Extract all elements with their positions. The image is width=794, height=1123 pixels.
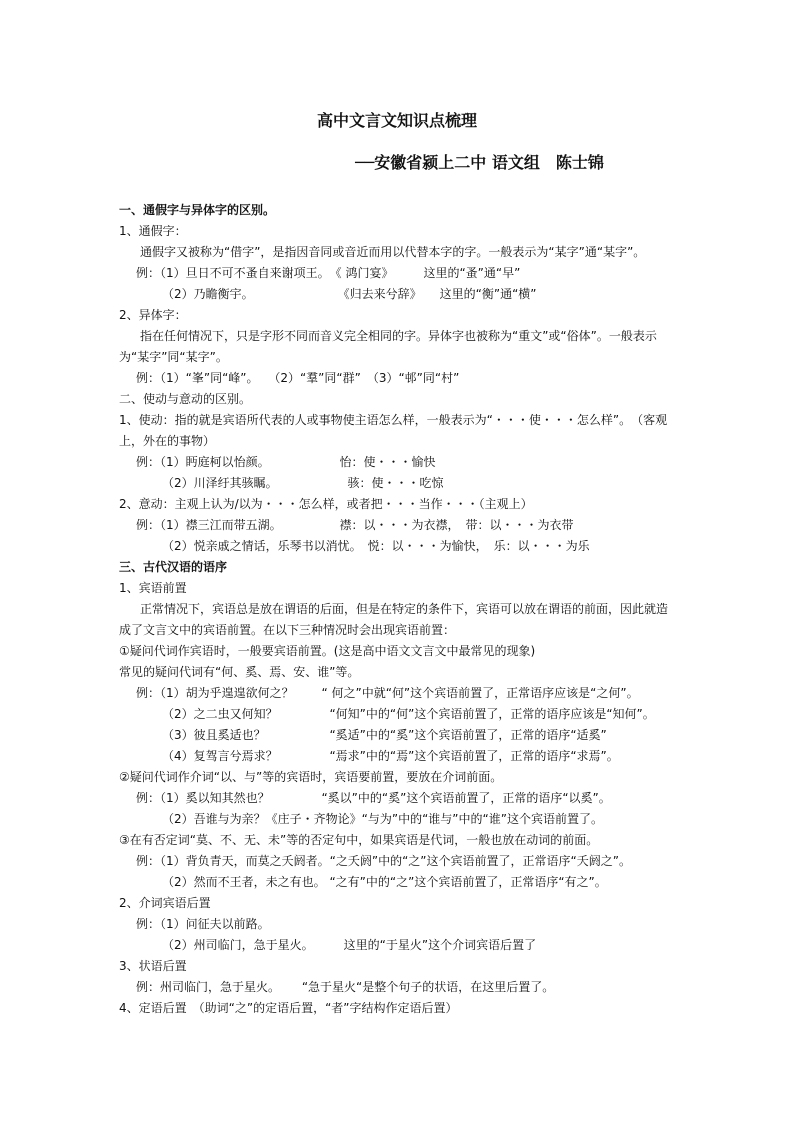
text-line: 例：（1）问征夫以前路。 [136,917,270,931]
text-line: ①疑问代词作宾语时，一般要宾语前置。(这是高中语文文言文中最常见的现象) [119,644,536,658]
text-line: ②疑问代词作介词“以、与”等的宾语时，宾语要前置，要放在介词前面。 [119,770,503,784]
text-line: （4）复驾言兮焉求？ “焉求”中的“焉”这个宾语前置了，正常的语序“求焉”。 [162,749,619,763]
text-line: （2）之二虫又何知？ “何知”中的“何”这个宾语前置了，正常的语序应该是“知何”。 [162,707,655,721]
text-line: （2）州司临门，急于星火。 这里的“于星火”这个介词宾语后置了 [162,938,537,952]
text-line: 例：（1）胡为乎遑遑欲何之？ “ 何之”中就“何”这个宾语前置了，正常语序应该是“之何”。 [136,686,639,700]
text-line: （3）彼且奚适也？ “奚适”中的“奚”这个宾语前置了，正常的语序“适奚” [162,728,607,742]
text-line: 上，外在的事物） [119,434,216,448]
text-line: 4、定语后置 （助词“之”的定语后置，“者”字结构作定语后置） [119,1001,458,1015]
text-line: 2、介词宾语后置 [119,896,211,910]
text-line: 例：（1）襟三江而带五湖。 襟：以・・・为衣襟， 带：以・・・为衣带 [136,518,574,532]
text-line: 例：（1）“峯”同“峰”。 （2）“羣”同“群” （3）“邨”同“村” [136,371,460,385]
page-title: 高中文言文知识点梳理 [316,111,477,130]
text-line: 3、状语后置 [119,959,187,973]
text-line: 例：州司临门，急于星火。 “急于星火“是整个句子的状语，在这里后置了。 [136,980,555,994]
text-line: 1、使动：指的就是宾语所代表的人或事物使主语怎么样，一般表示为“・・・使・・・怎么样”。 （客观 [119,413,668,427]
text-line: （2）吾谁与为亲？《庄子・齐物论》“与为”中的“谁与”中的“谁”这个宾语前置了。 [162,812,603,826]
text-line: 例：（1）旦日不可不蚤自来谢项王。 《 鸿门宴》 这里的“蚤”通“早” [136,266,521,280]
page-subtitle: ──安徽省颍上二中 语文组 陈士锦 [355,153,604,172]
text-line: 常见的疑问代词有“何、奚、焉、安、谁”等。 [119,665,360,679]
text-line: 例：（1）奚以知其然也？ “奚以”中的“奚”这个宾语前置了，正常的语序“以奚”。 [136,791,611,805]
text-line: 三、古代汉语的语序 [119,560,228,574]
text-line: 指在任何情况下，只是字形不同而音义完全相同的字。异体字也被称为“重文”或“俗体”。一般表示 [140,329,657,343]
text-line: 2、意动：主观上认为/以为・・・怎么样，或者把・・・当作・・・（主观上） [119,497,533,511]
text-line: 二、使动与意动的区别。 [119,392,252,406]
text-line: 为“某字”同“某字”。 [119,350,228,364]
text-line: 例：（1）眄庭柯以怡颜。 怡：使・・・愉快 [136,455,436,469]
text-line: 2、异体字： [119,308,187,322]
text-line: 成了文言文中的宾语前置。在以下三种情况时会出现宾语前置： [119,623,456,637]
text-line: （2）乃瞻衡宇。 《归去来兮辞》 这里的“衡”通“横” [162,287,537,301]
text-line: ③在有否定词“莫、不、无、未”等的否定句中，如果宾语是代词，一般也放在动词的前面。 [119,833,599,847]
text-line: （2）悦亲戚之情话，乐琴书以消忧。 悦：以・・・为愉快， 乐：以・・・为乐 [162,539,590,553]
text-line: （2）川泽纡其骇瞩。 骇：使・・・吃惊 [162,476,444,490]
text-line: （2）然而不王者，未之有也。 “之有”中的“之”这个宾语前置了，正常语序“有之”。 [162,875,607,889]
document-body [119,200,679,1019]
text-line: 例：（1）背负青天，而莫之夭阏者。“之夭阏”中的“之”这个宾语前置了，正常语序“夭阏之”。 [136,854,631,868]
text-line: 1、宾语前置 [119,581,187,595]
text-line: 一、通假字与异体字的区别。 [119,203,276,217]
text-line: 正常情况下，宾语总是放在谓语的后面，但是在特定的条件下，宾语可以放在谓语的前面，因此就造 [140,602,669,616]
text-line: 1、通假字： [119,224,187,238]
text-line: 通假字又被称为“借字”，是指因音同或音近而用以代替本字的字。一般表示为“某字”通“某字”。 [140,245,646,259]
